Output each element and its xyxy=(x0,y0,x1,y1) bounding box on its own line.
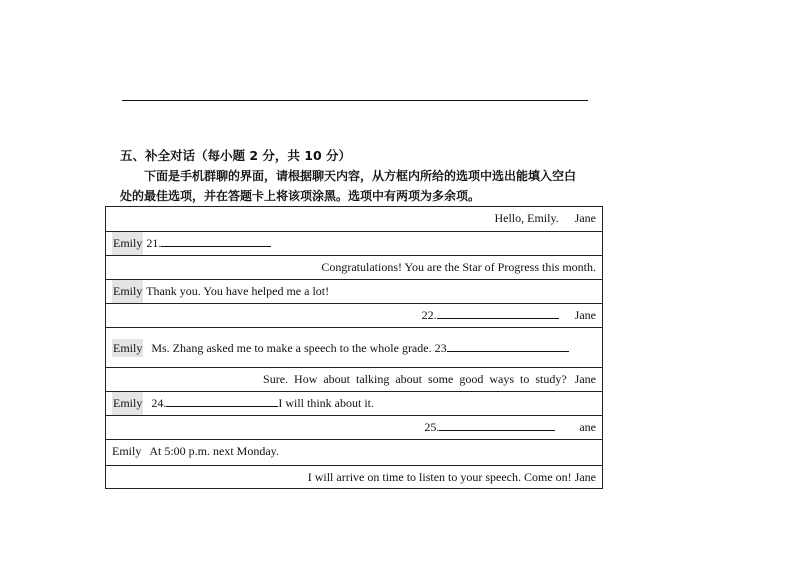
answer-blank-21[interactable] xyxy=(161,235,271,247)
blank-number: 22. xyxy=(421,308,437,322)
message-text: I will think about it. xyxy=(278,396,375,410)
chat-row-1 xyxy=(106,207,602,231)
chat-row-4 xyxy=(106,279,602,303)
chat-row-9 xyxy=(106,415,602,439)
answer-line-rule xyxy=(122,100,588,101)
answer-blank-25[interactable] xyxy=(439,419,555,431)
chat-row-11 xyxy=(106,465,602,489)
message-text: At 5:00 p.m. next Monday. xyxy=(149,444,279,458)
message-text: Ms. Zhang asked me to make a speech to the whole grade. 23 xyxy=(151,341,447,355)
speaker-name: Jane xyxy=(574,308,596,322)
speaker-name: Jane xyxy=(574,470,596,484)
speaker-name: Jane xyxy=(574,211,596,225)
blank-number: 21. xyxy=(146,236,162,250)
speaker-name: Jane xyxy=(574,372,596,386)
answer-blank-22[interactable] xyxy=(437,307,559,319)
message-text: Sure. How about talking about some good ways to study? xyxy=(263,372,567,386)
speaker-name: Emily xyxy=(112,392,143,415)
chat-row-2 xyxy=(106,231,602,255)
chat-row-8 xyxy=(106,391,602,415)
instruction-line-1: 下面是手机群聊的界面，请根据聊天内容，从方框内所给的选项中选出能填入空白 xyxy=(144,169,577,183)
speaker-name: Emily xyxy=(112,232,143,255)
instruction-line-2: 处的最佳选项，并在答题卡上将该项涂黑。选项中有两项为多余项。 xyxy=(120,189,481,203)
answer-blank-24[interactable] xyxy=(166,395,278,407)
blank-number: 25. xyxy=(424,420,440,434)
chat-row-5 xyxy=(106,303,602,327)
message-text: Hello, Emily. xyxy=(494,211,559,225)
blank-number: 24. xyxy=(151,396,167,410)
section-instructions xyxy=(120,166,606,206)
message-text: Thank you. You have helped me a lot! xyxy=(146,284,330,298)
speaker-name: Emily xyxy=(113,341,143,355)
chat-row-10 xyxy=(106,439,602,465)
speaker-name: Emily xyxy=(112,280,143,303)
section-heading: 五、补全对话（每小题 2 分，共 10 分） xyxy=(120,148,352,163)
answer-blank-23[interactable] xyxy=(447,340,569,352)
message-text: Congratulations! You are the Star of Progress this month. xyxy=(321,260,596,274)
speaker-name: Emily xyxy=(112,444,142,458)
chat-row-6 xyxy=(106,327,602,367)
chat-row-3 xyxy=(106,255,602,279)
group-chat-box xyxy=(105,206,603,489)
message-text: I will arrive on time to listen to your speech. Come on! xyxy=(307,470,572,484)
chat-row-7 xyxy=(106,367,602,391)
speaker-name: ane xyxy=(579,420,596,434)
